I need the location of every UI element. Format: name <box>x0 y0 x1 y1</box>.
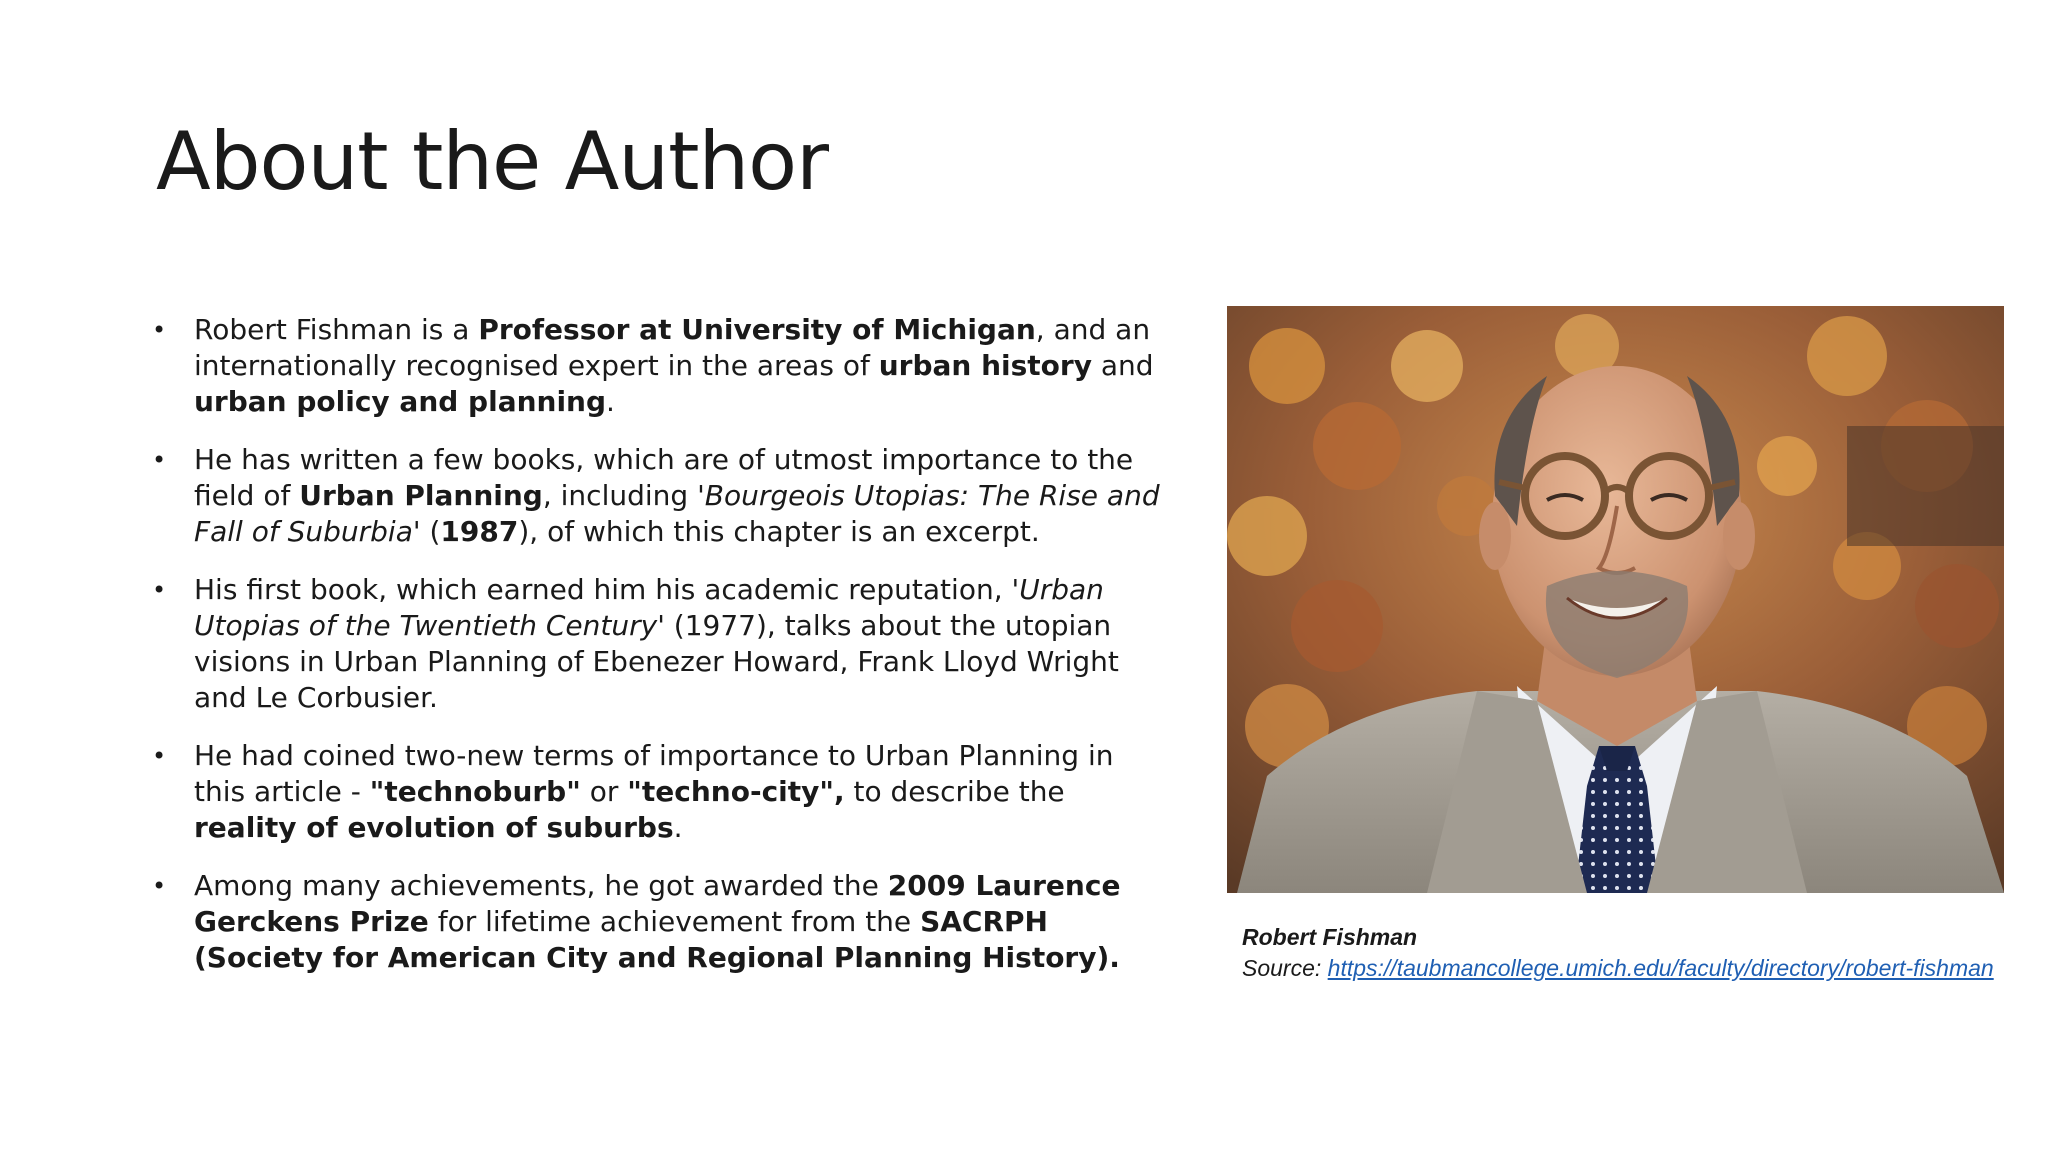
caption-source-label: Source: <box>1242 955 1328 981</box>
text-run-bold: Professor at University of Michigan <box>478 313 1036 346</box>
text-run-bold: urban history <box>878 349 1092 382</box>
bullet-text <box>194 869 1120 974</box>
text-run-italic: 'Bourgeois Utopias: The Rise and Fall of Suburbia <box>194 479 1160 548</box>
bullet-item <box>150 738 1170 846</box>
text-run: and <box>1091 349 1154 382</box>
text-run-bold: "techno-city", <box>627 775 845 808</box>
bullet-marker: • <box>152 576 167 604</box>
bullet-list <box>150 312 1170 998</box>
bullet-marker: • <box>152 446 167 474</box>
text-run-bold: reality of evolution of suburbs <box>194 811 674 844</box>
author-portrait-illustration <box>1227 306 2004 893</box>
bullet-marker: • <box>152 316 167 344</box>
bullet-text <box>194 573 1119 714</box>
caption-name: Robert Fishman <box>1242 924 1418 950</box>
text-run: or <box>580 775 628 808</box>
text-run: to describe the <box>844 775 1065 808</box>
text-run: ), of which this chapter is an excerpt. <box>518 515 1040 548</box>
text-run: ' ( <box>412 515 441 548</box>
caption-source-line <box>1242 953 2022 984</box>
bullet-marker: • <box>152 872 167 900</box>
text-run-bold: urban policy and planning <box>194 385 607 418</box>
text-run: His first book, which earned him his academic reputation, <box>194 573 1012 606</box>
bullet-text <box>194 739 1114 844</box>
text-run: for lifetime achievement from the <box>428 905 921 938</box>
text-run: ' (1977), talks about the utopian visions in Urban Planning of Ebenezer Howard, Frank Lloyd Wright and Le Corbusier. <box>194 609 1119 714</box>
text-run: , including <box>542 479 698 512</box>
text-run: He has written a few books, which are of utmost importance to the field of <box>194 443 1134 512</box>
text-run-bold: Urban Planning <box>299 479 543 512</box>
text-run-bold: 2009 Laurence Gerckens Prize <box>194 869 1121 938</box>
slide-title: About the Author <box>156 115 829 208</box>
text-run: Among many achievements, he got awarded the <box>194 869 888 902</box>
text-run-bold: SACRPH (Society for American City and Regional Planning History). <box>194 905 1120 974</box>
bullet-item <box>150 572 1170 716</box>
bullet-text <box>194 313 1154 418</box>
bullet-item <box>150 312 1170 420</box>
text-run-bold: 1987 <box>440 515 519 548</box>
bullet-item <box>150 442 1170 550</box>
source-link[interactable]: https://taubmancollege.umich.edu/faculty/directory/robert-fishman <box>1327 955 1994 981</box>
bullet-marker: • <box>152 742 167 770</box>
text-run-italic: 'Urban Utopias of the Twentieth Century <box>194 573 1104 642</box>
text-run: , and an internationally recognised expert in the areas of <box>194 313 1151 382</box>
text-run: . <box>673 811 683 844</box>
text-run-bold: "technoburb" <box>369 775 581 808</box>
text-run: . <box>606 385 615 418</box>
photo-caption <box>1242 922 2022 984</box>
author-photo <box>1227 306 2004 893</box>
bullet-text <box>194 443 1160 548</box>
text-run: Robert Fishman is a <box>194 313 479 346</box>
bullet-item <box>150 868 1170 976</box>
text-run: He had coined two-new terms of importance to Urban Planning in this article - <box>194 739 1114 808</box>
